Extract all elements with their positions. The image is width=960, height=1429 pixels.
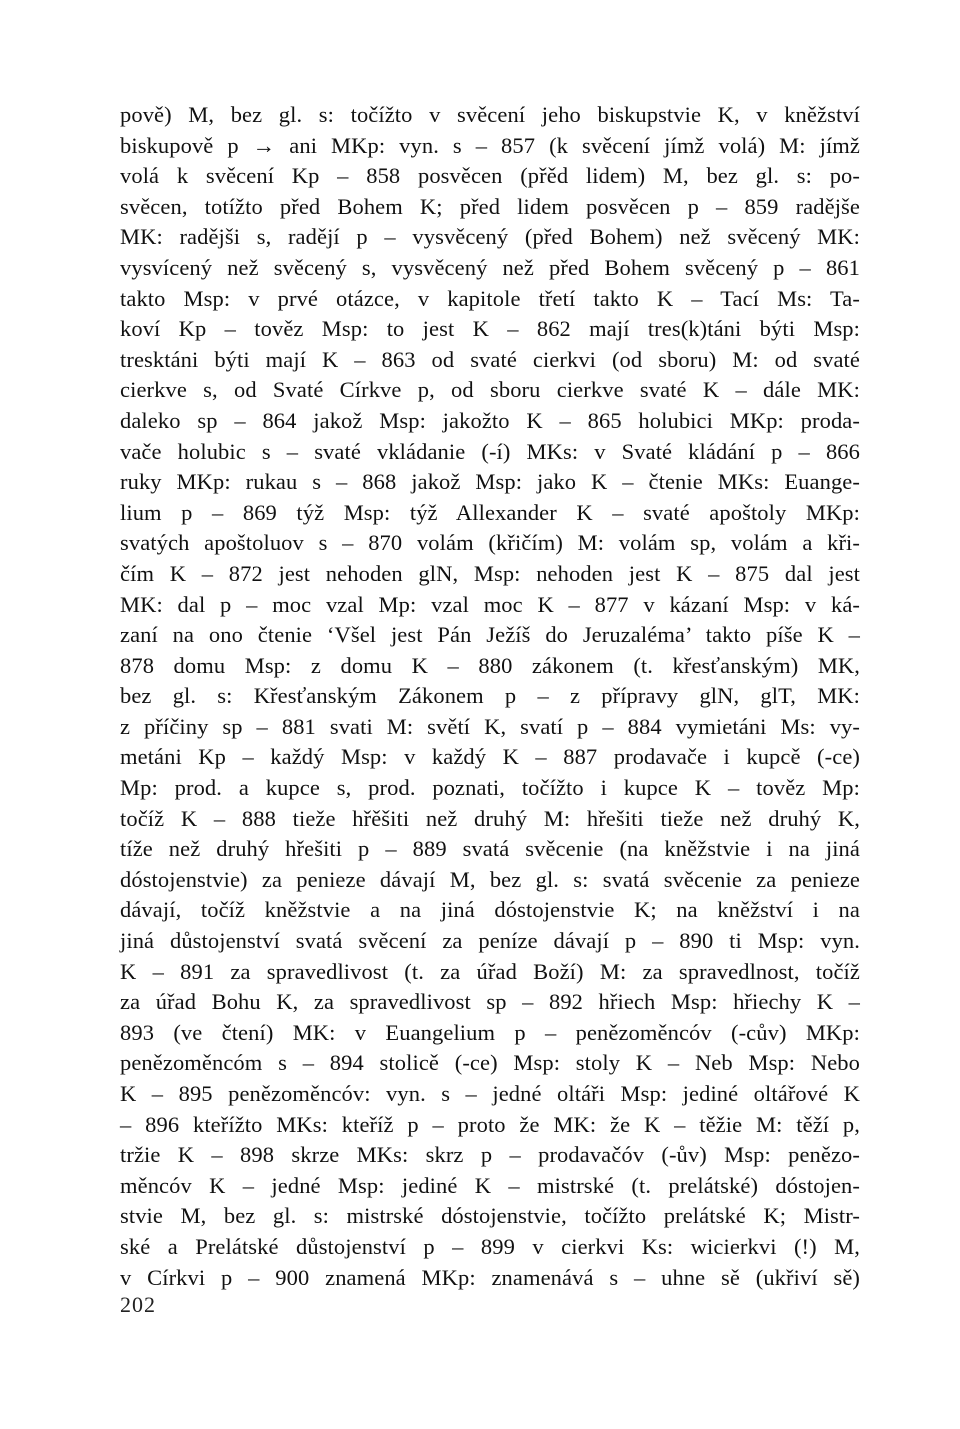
text-line: čím K – 872 jest nehoden glN, Msp: nehoden jest K – 875 dal jest [120,560,860,586]
text-line: svěcen, totížto před Bohem K; před lidem posvěcen p – 859 radějše [120,193,860,219]
text-line: točíž K – 888 tieže hřěšiti než druhý M: hřešiti tieže než druhý K, [120,805,860,831]
text-line: vače holubic s – svaté vkládanie (-í) MKs: v Svaté kládání p – 866 [120,438,860,464]
text-line: ské a Prelátské důstojenství p – 899 v cierkvi Ks: wicierkvi (!) M, [120,1233,860,1259]
text-line: K – 895 penězoměncóv: vyn. s – jedné oltáři Msp: jediné oltářové K [120,1081,860,1106]
text-line: lium p – 869 týž Msp: týž Allexander K – svaté apoštoly MKp: [120,499,860,525]
text-line: z příčiny sp – 881 svati M: světí K, svatí p – 884 vymietáni Ms: vy- [120,713,860,739]
text-line: Mp: prod. a kupce s, prod. poznati, točížto i kupce K – tověz Mp: [120,775,860,801]
text-line: tržie K – 898 skrze MKs: skrz p – prodavačóv (-ův) Msp: penězo- [120,1142,860,1168]
page-number: 202 [120,1292,156,1317]
text-line: za úřad Bohu K, za spravedlivost sp – 892 hřiech Msp: hřiechy K – [120,989,860,1015]
text-line: vysvícený než svěcený s, vysvěcený než před Bohem svěcený p – 861 [120,254,860,280]
text-line: volá k svěcení Kp – 858 posvěcen (přěd lidem) M, bez gl. s: po- [120,163,860,189]
text-line: dóstojenstvie) za penieze dávají M, bez gl. s: svatá svěcenie za penieze [120,866,860,892]
text-line: K – 891 za spravedlivost (t. za úřad Boží) M: za spravedlnost, točíž [120,958,860,984]
text-line: v Církvi p – 900 znamená MKp: znamenává s – uhne sě (ukřiví sě) [120,1264,860,1290]
text-line: metáni Kp – každý Msp: v každý K – 887 prodavače i kupcě (-ce) [120,744,860,770]
text-line: biskupově p → ani MKp: vyn. s – 857 (k svěcení jímž volá) M: jímž [120,132,860,158]
text-line: ruky MKp: rukau s – 868 jakož Msp: jako K – čtenie MKs: Euange- [120,469,860,495]
text-line: koví Kp – tověz Msp: to jest K – 862 mají tres(k)táni býti Msp: [120,316,860,342]
text-line: 893 (ve čtení) MK: v Euangelium p – penězoměncóv (-cův) MKp: [120,1019,860,1045]
text-line: měncóv K – jedné Msp: jediné K – mistrské (t. prelátské) dóstojen- [120,1172,860,1198]
text-line: cierkve s, od Svaté Církve p, od sboru cierkve svaté K – dále MK: [120,377,860,403]
text-line: bez gl. s: Křesťanským Zákonem p – z přípravy glN, glT, MK: [120,683,860,709]
text-line: – 896 kteřížto MKs: kteříž p – proto že MK: že K – těžie M: těží p, [120,1111,860,1137]
text-line: svatých apoštoluov s – 870 volám (křičím) M: volám sp, volám a kři- [120,530,860,556]
text-line: MK: dal p – moc vzal Mp: vzal moc K – 877 v kázaní Msp: v ká- [120,591,860,617]
text-line: jiná důstojenství svatá svěcení za peníze dávají p – 890 ti Msp: vyn. [120,928,860,954]
text-line: penězoměncóm s – 894 stolicě (-ce) Msp: stoly K – Neb Msp: Nebo [120,1050,860,1076]
text-line: zaní na ono čtenie ‘Všel jest Pán Ježíš do Jeruzaléma’ takto píše K – [120,622,860,648]
text-line: tresktáni býti mají K – 863 od svaté cierkvi (od sboru) M: od svaté [120,346,860,372]
text-line: MK: radějši s, radějí p – vysvěcený (před Bohem) než svěcený MK: [120,224,860,250]
text-line: takto Msp: v prvé otázce, v kapitole třetí takto K – Tací Ms: Ta- [120,285,860,311]
text-line: daleko sp – 864 jakož Msp: jakožto K – 865 holubici MKp: proda- [120,407,860,433]
text-line: stvie M, bez gl. s: mistrské dóstojenstvie, točížto prelátské K; Mistr- [120,1203,860,1229]
text-line: 878 domu Msp: z domu K – 880 zákonem (t. křesťanským) MK, [120,652,860,678]
commentary-text [120,100,860,1293]
text-line: pově) M, bez gl. s: točížto v svěcení jeho biskupstvie K, v kněžství [120,102,860,127]
text-line: tíže než druhý hřešiti p – 889 svatá svěcenie (na kněžstvie i na jiná [120,836,860,862]
text-line: dávají, točíž kněžstvie a na jiná dóstojenstvie K; na kněžství i na [120,897,860,923]
